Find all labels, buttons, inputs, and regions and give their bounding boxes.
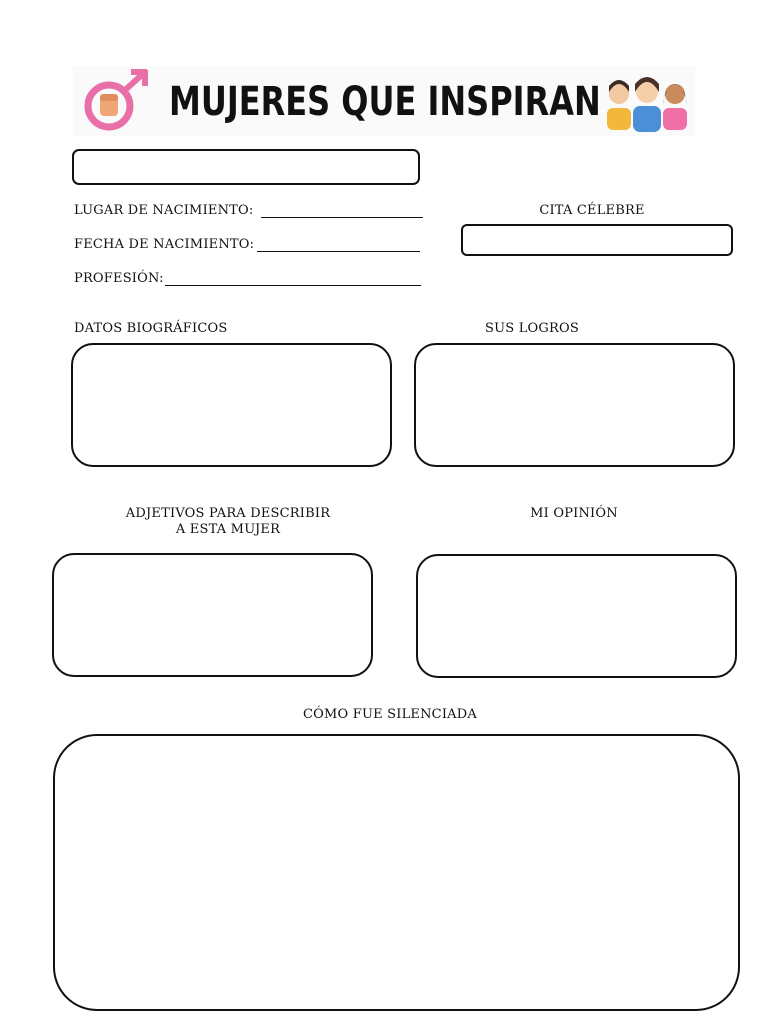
- quote-label: CITA CÉLEBRE: [539, 203, 645, 218]
- birthplace-label: LUGAR DE NACIMIENTO:: [74, 203, 254, 218]
- achievements-label: SUS LOGROS: [485, 321, 579, 336]
- adjectives-label: [88, 506, 368, 538]
- opinion-label: MI OPINIÓN: [530, 506, 618, 521]
- women-group-icon: [601, 72, 693, 132]
- adjectives-label-line1: ADJETIVOS PARA DESCRIBIR: [125, 506, 331, 521]
- venus-fist-icon: [79, 66, 161, 136]
- silenced-box[interactable]: [53, 734, 740, 1011]
- birthplace-line[interactable]: [261, 217, 423, 218]
- bio-label: DATOS BIOGRÁFICOS: [74, 321, 228, 336]
- page-title: MUJERES QUE INSPIRAN: [169, 79, 601, 125]
- silenced-label: CÓMO FUE SILENCIADA: [303, 707, 477, 722]
- name-box[interactable]: [72, 149, 420, 185]
- adjectives-box[interactable]: [52, 553, 373, 677]
- bio-box[interactable]: [71, 343, 392, 467]
- header-banner: [73, 66, 695, 136]
- adjectives-label-line2: A ESTA MUJER: [175, 522, 281, 537]
- achievements-box[interactable]: [414, 343, 735, 467]
- opinion-box[interactable]: [416, 554, 737, 678]
- birthdate-line[interactable]: [257, 251, 420, 252]
- quote-box[interactable]: [461, 224, 733, 256]
- birthdate-label: FECHA DE NACIMIENTO:: [74, 237, 255, 252]
- profession-line[interactable]: [165, 285, 421, 286]
- profession-label: PROFESIÓN:: [74, 271, 164, 286]
